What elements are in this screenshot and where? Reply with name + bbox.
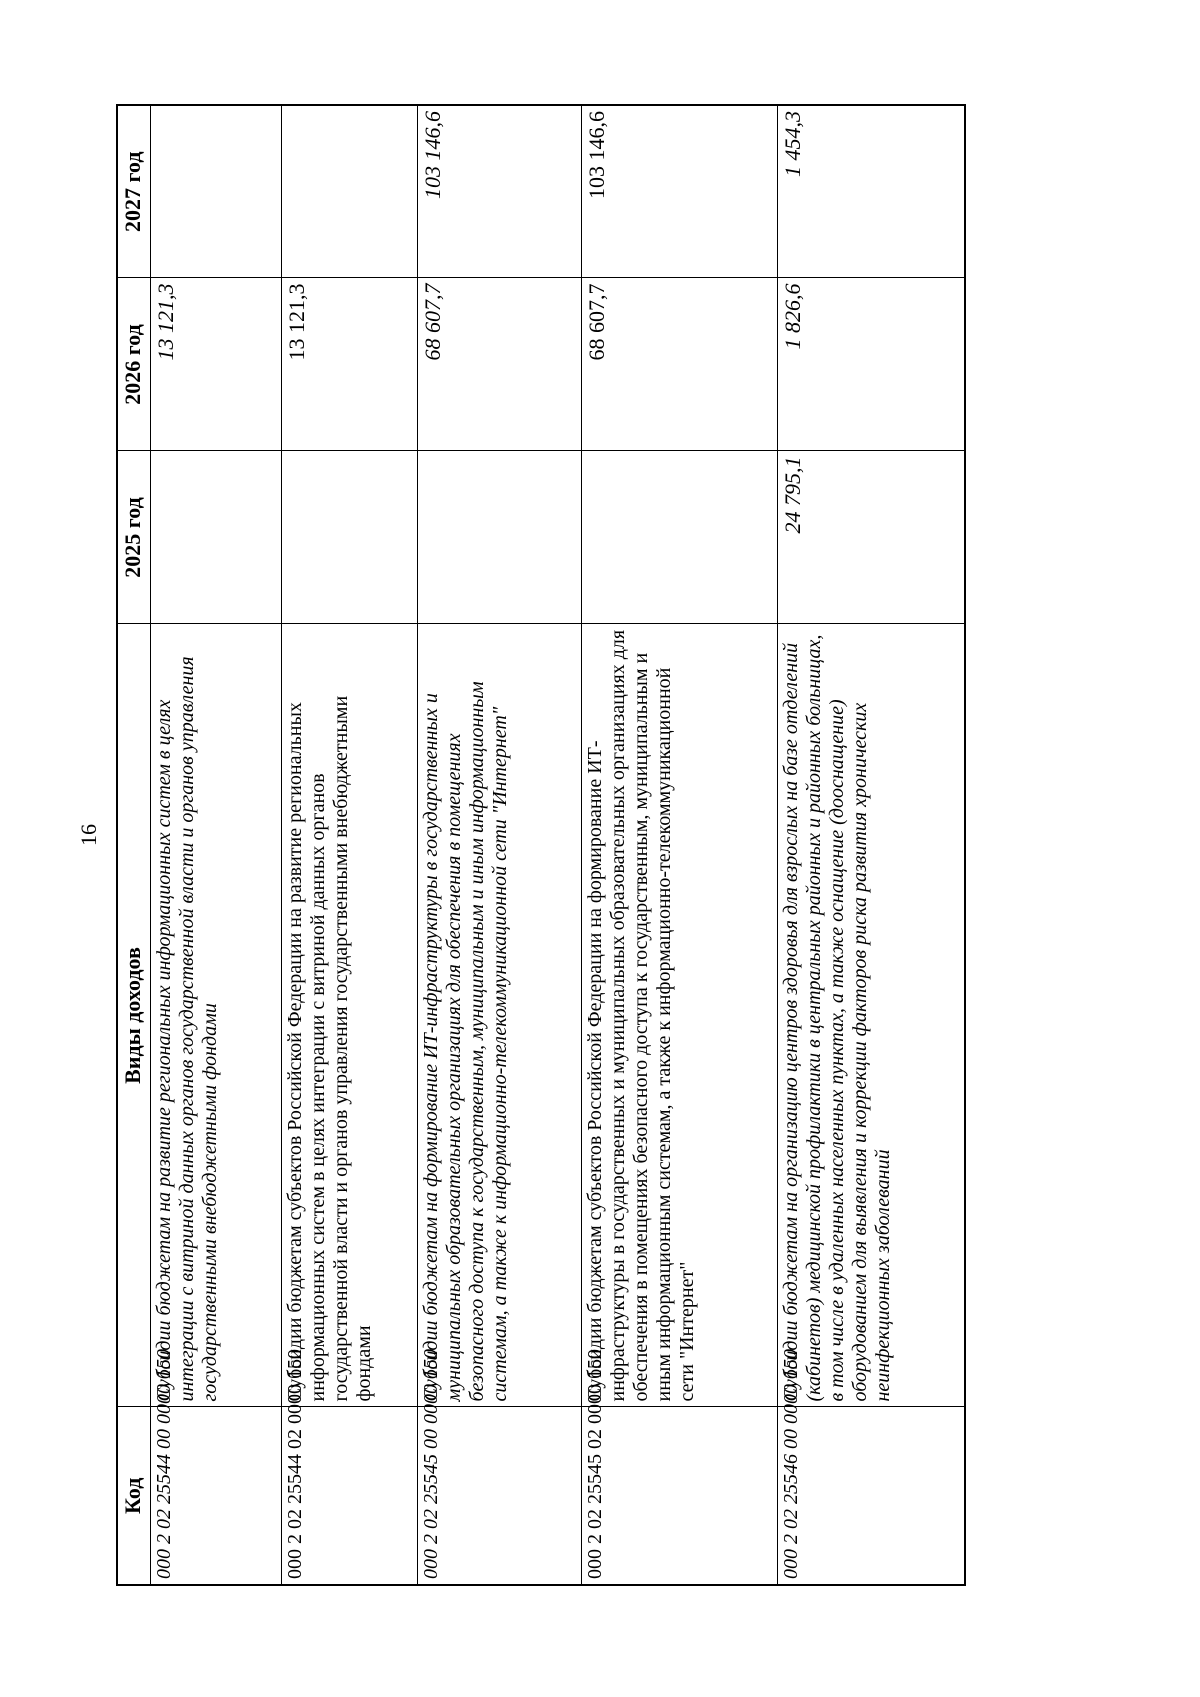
rotated-table-container: [116, 106, 966, 1586]
header-2027: 2027 год: [117, 105, 151, 278]
row-code: 000 2 02 25546 00 0000 150: [778, 1407, 966, 1585]
row-code: 000 2 02 25544 02 0000 150: [282, 1407, 417, 1585]
row-description: Субсидии бюджетам субъектов Российской Федерации на формирование ИТ-инфраструктуры в государственных и муниципальных образовательных организациях для обеспечения в помещениях безопасного доступа к государственным, муниципальным и иным информационным системам, а также к информационно-телекоммуникационной сети "Интернет": [582, 624, 778, 1407]
row-description: Субсидии бюджетам субъектов Российской Федерации на развитие региональных информационных систем в целях интеграции с витриной данных органов государственной власти и органов управления государственными внебюджетными фондами: [282, 624, 417, 1407]
row-amount-2025: [582, 451, 778, 624]
row-amount-2025: [282, 451, 417, 624]
row-description: Субсидии бюджетам на развитие региональных информационных систем в целях интеграции с витриной данных органов государственной власти и органов управления государственными внебюджетными фондами: [151, 624, 282, 1407]
page-number: 16: [76, 824, 101, 846]
row-amount-2026: 1 826,6: [778, 278, 966, 451]
row-code: 000 2 02 25544 00 0000 150: [151, 1407, 282, 1585]
table-row: [582, 105, 778, 1585]
row-amount-2026: 68 607,7: [417, 278, 582, 451]
row-amount-2027: [282, 105, 417, 278]
row-amount-2025: [151, 451, 282, 624]
row-amount-2026: 68 607,7: [582, 278, 778, 451]
row-amount-2027: 103 146,6: [582, 105, 778, 278]
table-row: [417, 105, 582, 1585]
row-description: Субсидии бюджетам на организацию центров здоровья для взрослых на базе отделений (кабинетов) медицинской профилактики в центральных районных и районных больницах, в том числе в удаленных населенных пунктах, а также оснащение (дооснащение) оборудованием для выявления и коррекции факторов риска развития хронических неинфекционных заболеваний: [778, 624, 966, 1407]
header-2026: 2026 год: [117, 278, 151, 451]
table-row: [778, 105, 966, 1585]
row-description: Субсидии бюджетам на формирование ИТ-инфраструктуры в государственных и муниципальных образовательных организациях для обеспечения в помещениях безопасного доступа к государственным, муниципальным и иным информационным системам, а также к информационно-телекоммуникационной сети "Интернет": [417, 624, 582, 1407]
row-amount-2026: 13 121,3: [151, 278, 282, 451]
header-2025: 2025 год: [117, 451, 151, 624]
row-amount-2027: 1 454,3: [778, 105, 966, 278]
revenue-table: [116, 104, 966, 1586]
row-code: 000 2 02 25545 00 0000 150: [417, 1407, 582, 1585]
row-amount-2027: 103 146,6: [417, 105, 582, 278]
table-row: [151, 105, 282, 1585]
row-code: 000 2 02 25545 02 0000 150: [582, 1407, 778, 1585]
header-revenue-type: Виды доходов: [117, 624, 151, 1407]
table-row: [282, 105, 417, 1585]
header-code: Код: [117, 1407, 151, 1585]
row-amount-2027: [151, 105, 282, 278]
table-header-row: [117, 105, 151, 1585]
row-amount-2025: 24 795,1: [778, 451, 966, 624]
row-amount-2025: [417, 451, 582, 624]
row-amount-2026: 13 121,3: [282, 278, 417, 451]
